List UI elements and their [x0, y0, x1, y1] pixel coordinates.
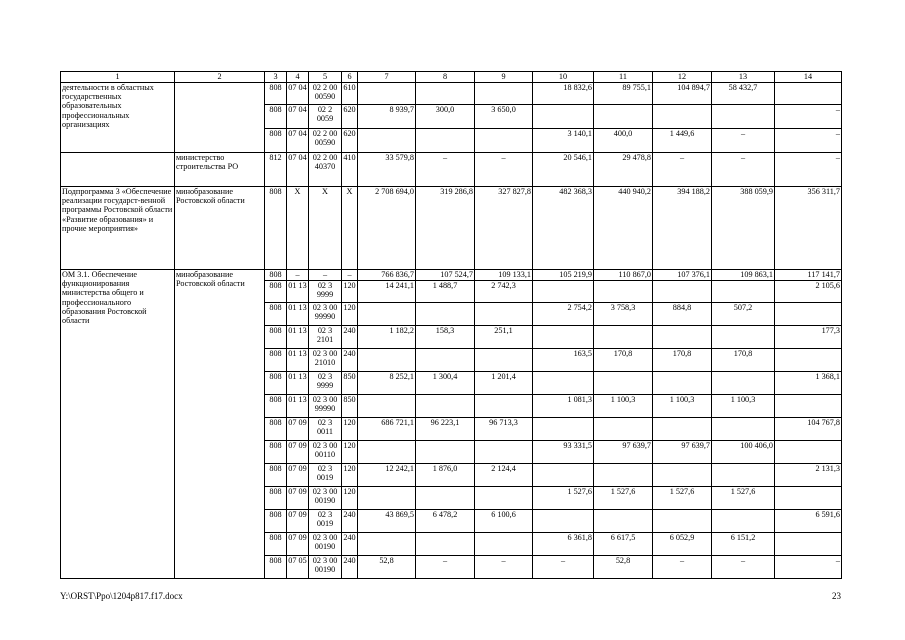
cell: 170,8 [712, 349, 775, 372]
cell: 02 2 00 00590 [309, 83, 342, 105]
page-number: 23 [832, 591, 841, 601]
cell [594, 464, 653, 487]
cell: 120 [342, 441, 358, 464]
cell: – [475, 153, 533, 187]
cell: 02 3 2101 [309, 326, 342, 349]
cell: – [416, 153, 475, 187]
cell: – [775, 556, 842, 579]
header-cell: 12 [653, 72, 712, 83]
cell [416, 533, 475, 556]
cell [594, 281, 653, 303]
cell: 02 3 00 00190 [309, 487, 342, 510]
cell: 3 650,0 [475, 105, 533, 129]
cell: 2 124,4 [475, 464, 533, 487]
header-cell: 4 [287, 72, 309, 83]
cell: 107 524,7 [416, 270, 475, 281]
cell: 1 368,1 [775, 372, 842, 395]
cell: – [712, 129, 775, 153]
cell: 808 [265, 418, 287, 441]
cell: 29 478,8 [594, 153, 653, 187]
header-cell: 7 [358, 72, 416, 83]
program-name-cell: Подпрограмма 3 «Обеспечение реализации государст-венной программы Ростовской области «Развитие образования» и прочие мероприятия» [61, 187, 175, 270]
cell [416, 83, 475, 105]
cell: 120 [342, 418, 358, 441]
cell [775, 395, 842, 418]
cell [653, 464, 712, 487]
cell: 02 2 00 40370 [309, 153, 342, 187]
table-row [61, 153, 842, 187]
cell: 808 [265, 326, 287, 349]
cell: 120 [342, 487, 358, 510]
cell: 89 755,1 [594, 83, 653, 105]
cell: 58 432,7 [712, 83, 775, 105]
cell: 07 09 [287, 487, 309, 510]
header-cell: 6 [342, 72, 358, 83]
cell [594, 510, 653, 533]
cell: 163,5 [533, 349, 594, 372]
cell [533, 464, 594, 487]
cell: 394 188,2 [653, 187, 712, 270]
cell [416, 395, 475, 418]
cell: 2 742,3 [475, 281, 533, 303]
program-name-cell: деятельности в областных государственных образовательных профессиональных организациях [61, 83, 175, 153]
cell: 52,8 [594, 556, 653, 579]
cell: 808 [265, 533, 287, 556]
cell: 884,8 [653, 303, 712, 326]
cell: 170,8 [594, 349, 653, 372]
cell: 850 [342, 372, 358, 395]
cell: 686 721,1 [358, 418, 416, 441]
cell: 1 081,3 [533, 395, 594, 418]
cell [533, 326, 594, 349]
cell: 107 376,1 [653, 270, 712, 281]
cell: – [309, 270, 342, 281]
cell: 97 639,7 [653, 441, 712, 464]
cell: 1 527,6 [533, 487, 594, 510]
cell: 02 2 00 00590 [309, 129, 342, 153]
cell: 400,0 [594, 129, 653, 153]
cell [475, 303, 533, 326]
cell: 8 252,1 [358, 372, 416, 395]
cell [775, 441, 842, 464]
cell: 01 13 [287, 303, 309, 326]
cell: 01 13 [287, 326, 309, 349]
cell: 07 05 [287, 556, 309, 579]
cell: 808 [265, 83, 287, 105]
cell: – [533, 556, 594, 579]
cell [475, 83, 533, 105]
cell [712, 105, 775, 129]
cell: – [775, 129, 842, 153]
cell: 02 3 0019 [309, 464, 342, 487]
cell: 6 052,9 [653, 533, 712, 556]
cell: 07 09 [287, 464, 309, 487]
table-row [61, 83, 842, 105]
program-name-cell [61, 153, 175, 187]
cell: 850 [342, 395, 358, 418]
budget-table [60, 71, 842, 579]
cell [653, 326, 712, 349]
cell: 1 300,4 [416, 372, 475, 395]
cell: 240 [342, 556, 358, 579]
cell: 507,2 [712, 303, 775, 326]
cell: 1 182,2 [358, 326, 416, 349]
cell: 120 [342, 303, 358, 326]
cell: 01 13 [287, 281, 309, 303]
cell: 104 767,8 [775, 418, 842, 441]
cell [475, 441, 533, 464]
cell: 388 059,9 [712, 187, 775, 270]
cell: 410 [342, 153, 358, 187]
program-name-cell: ОМ 3.1. Обеспечение функционирования министерства общего и профессионального образования Ростовской области [61, 270, 175, 579]
cell: – [287, 270, 309, 281]
cell: 02 3 9999 [309, 281, 342, 303]
cell [358, 441, 416, 464]
cell: 158,3 [416, 326, 475, 349]
cell: 808 [265, 349, 287, 372]
cell [475, 395, 533, 418]
cell [712, 326, 775, 349]
cell: 319 286,8 [416, 187, 475, 270]
cell: 240 [342, 326, 358, 349]
cell [533, 105, 594, 129]
cell [358, 487, 416, 510]
cell: 07 09 [287, 441, 309, 464]
cell [775, 487, 842, 510]
cell: 3 140,1 [533, 129, 594, 153]
org-cell: минобразование Ростовской области [175, 187, 265, 270]
cell: 105 219,9 [533, 270, 594, 281]
cell: 07 04 [287, 83, 309, 105]
cell: 07 04 [287, 105, 309, 129]
cell: – [712, 556, 775, 579]
cell: 170,8 [653, 349, 712, 372]
cell: – [712, 153, 775, 187]
cell: 808 [265, 129, 287, 153]
cell: 251,1 [475, 326, 533, 349]
cell: 07 04 [287, 129, 309, 153]
cell: 07 09 [287, 510, 309, 533]
cell: 3 758,3 [594, 303, 653, 326]
cell [712, 510, 775, 533]
cell: 43 869,5 [358, 510, 416, 533]
cell: 808 [265, 395, 287, 418]
header-row [61, 72, 842, 83]
cell [653, 372, 712, 395]
cell: 02 3 00 00190 [309, 533, 342, 556]
org-cell [175, 83, 265, 153]
cell: Х [287, 187, 309, 270]
cell: 02 3 0019 [309, 510, 342, 533]
cell [533, 418, 594, 441]
cell: 2 105,6 [775, 281, 842, 303]
cell [475, 129, 533, 153]
cell: 808 [265, 372, 287, 395]
cell: Х [309, 187, 342, 270]
cell: 240 [342, 349, 358, 372]
cell: 356 311,7 [775, 187, 842, 270]
cell [594, 418, 653, 441]
cell: 327 827,8 [475, 187, 533, 270]
cell: 1 100,3 [594, 395, 653, 418]
cell [775, 83, 842, 105]
cell [533, 281, 594, 303]
table-row [61, 187, 842, 270]
cell: 20 546,1 [533, 153, 594, 187]
cell: 120 [342, 281, 358, 303]
cell: 6 591,6 [775, 510, 842, 533]
cell: 808 [265, 105, 287, 129]
header-cell: 1 [61, 72, 175, 83]
cell: 808 [265, 303, 287, 326]
cell: 6 617,5 [594, 533, 653, 556]
cell [475, 487, 533, 510]
cell [775, 533, 842, 556]
cell [653, 281, 712, 303]
cell: 2 131,3 [775, 464, 842, 487]
cell [712, 418, 775, 441]
cell: 01 13 [287, 395, 309, 418]
cell [358, 303, 416, 326]
cell: 766 836,7 [358, 270, 416, 281]
cell [653, 105, 712, 129]
cell [594, 326, 653, 349]
cell: 300,0 [416, 105, 475, 129]
cell: 1 488,7 [416, 281, 475, 303]
cell: 808 [265, 556, 287, 579]
cell: – [775, 105, 842, 129]
cell: 808 [265, 487, 287, 510]
cell: 1 100,3 [653, 395, 712, 418]
cell [712, 281, 775, 303]
cell: 6 151,2 [712, 533, 775, 556]
cell [594, 105, 653, 129]
header-cell: 9 [475, 72, 533, 83]
cell: 1 527,6 [653, 487, 712, 510]
cell: 02 3 00 00190 [309, 556, 342, 579]
cell: 8 939,7 [358, 105, 416, 129]
cell: 240 [342, 510, 358, 533]
cell [533, 372, 594, 395]
cell [358, 83, 416, 105]
cell: 808 [265, 270, 287, 281]
cell: 120 [342, 464, 358, 487]
cell: 02 3 00 99990 [309, 303, 342, 326]
cell [594, 372, 653, 395]
cell: 07 09 [287, 533, 309, 556]
cell: 02 2 0059 [309, 105, 342, 129]
cell: 808 [265, 281, 287, 303]
table-row [61, 270, 842, 281]
cell: 96 713,3 [475, 418, 533, 441]
cell [775, 349, 842, 372]
cell: 620 [342, 129, 358, 153]
cell [358, 349, 416, 372]
cell [416, 129, 475, 153]
cell: 02 3 00 00110 [309, 441, 342, 464]
cell: 1 527,6 [712, 487, 775, 510]
cell: 2 708 694,0 [358, 187, 416, 270]
cell: 1 201,4 [475, 372, 533, 395]
cell: 109 133,1 [475, 270, 533, 281]
cell [533, 510, 594, 533]
header-cell: 10 [533, 72, 594, 83]
cell: 02 3 9999 [309, 372, 342, 395]
cell: 109 863,1 [712, 270, 775, 281]
cell: Х [342, 187, 358, 270]
cell: 117 141,7 [775, 270, 842, 281]
org-cell: минобразование Ростовской области [175, 270, 265, 579]
cell [653, 418, 712, 441]
cell: 02 3 0011 [309, 418, 342, 441]
cell [416, 303, 475, 326]
cell: 97 639,7 [594, 441, 653, 464]
cell: 93 331,5 [533, 441, 594, 464]
cell: 14 241,1 [358, 281, 416, 303]
cell: – [775, 153, 842, 187]
cell: 240 [342, 533, 358, 556]
footer-file-path: Y:\ORST\Ppo\1204p817.f17.docx [60, 591, 183, 601]
cell: 620 [342, 105, 358, 129]
header-cell: 5 [309, 72, 342, 83]
cell [358, 533, 416, 556]
cell: 104 894,7 [653, 83, 712, 105]
cell: 1 100,3 [712, 395, 775, 418]
cell: 812 [265, 153, 287, 187]
cell: 100 406,0 [712, 441, 775, 464]
cell [775, 303, 842, 326]
cell: 07 09 [287, 418, 309, 441]
cell: 482 368,3 [533, 187, 594, 270]
cell: – [342, 270, 358, 281]
cell: 02 3 00 99990 [309, 395, 342, 418]
cell: – [653, 153, 712, 187]
cell: 02 3 00 21010 [309, 349, 342, 372]
cell [475, 533, 533, 556]
cell [416, 487, 475, 510]
cell: 6 361,8 [533, 533, 594, 556]
cell: 01 13 [287, 349, 309, 372]
cell: 808 [265, 441, 287, 464]
cell: 01 13 [287, 372, 309, 395]
cell: 177,3 [775, 326, 842, 349]
cell [416, 349, 475, 372]
cell: 07 04 [287, 153, 309, 187]
cell: 52,8 [358, 556, 416, 579]
cell: 808 [265, 187, 287, 270]
header-cell: 13 [712, 72, 775, 83]
cell: 808 [265, 510, 287, 533]
header-cell: 2 [175, 72, 265, 83]
header-cell: 11 [594, 72, 653, 83]
header-cell: 8 [416, 72, 475, 83]
cell [712, 372, 775, 395]
org-cell: министерство строительства РО [175, 153, 265, 187]
cell: 6 100,6 [475, 510, 533, 533]
cell [653, 510, 712, 533]
cell: 1 449,6 [653, 129, 712, 153]
cell: 18 832,6 [533, 83, 594, 105]
cell: 440 940,2 [594, 187, 653, 270]
cell: 2 754,2 [533, 303, 594, 326]
cell [712, 464, 775, 487]
cell [416, 441, 475, 464]
cell: 96 223,1 [416, 418, 475, 441]
cell [475, 349, 533, 372]
cell: 110 867,0 [594, 270, 653, 281]
cell: 1 527,6 [594, 487, 653, 510]
cell [358, 129, 416, 153]
cell: – [475, 556, 533, 579]
cell: 6 478,2 [416, 510, 475, 533]
header-cell: 3 [265, 72, 287, 83]
cell: 12 242,1 [358, 464, 416, 487]
cell: – [416, 556, 475, 579]
cell: 33 579,8 [358, 153, 416, 187]
cell: 1 876,0 [416, 464, 475, 487]
header-cell: 14 [775, 72, 842, 83]
cell: 610 [342, 83, 358, 105]
cell: – [653, 556, 712, 579]
cell [358, 395, 416, 418]
cell: 808 [265, 464, 287, 487]
